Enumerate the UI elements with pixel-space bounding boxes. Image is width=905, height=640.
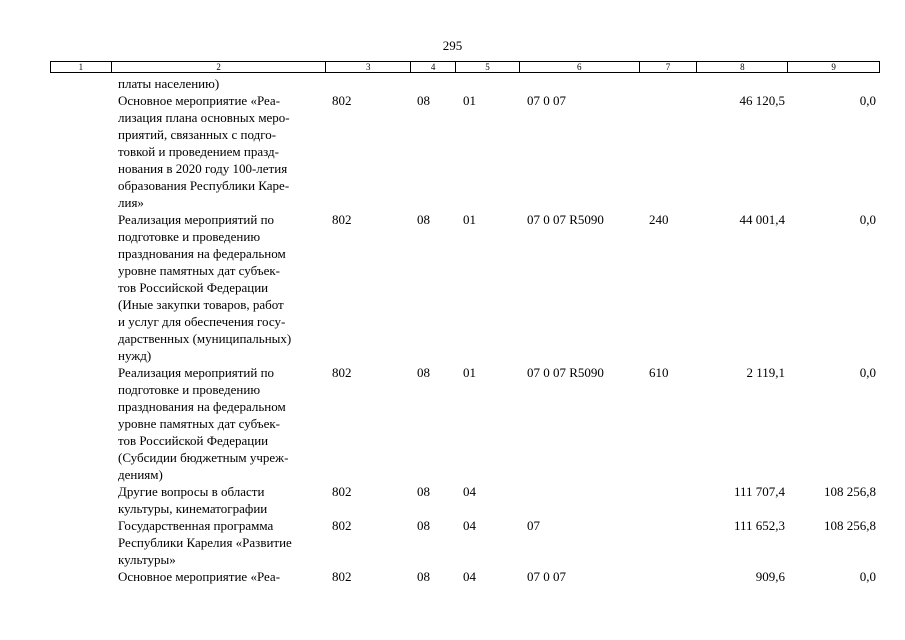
row-target-article: 07 0 07 [527, 93, 566, 108]
row-ministry-code: 802 [332, 484, 352, 499]
table-row [0, 75, 905, 92]
row-section: 08 [417, 484, 430, 499]
row-ministry-code: 802 [332, 212, 352, 227]
table-row [0, 517, 905, 568]
row-amount-1: 111 707,4 [733, 484, 785, 499]
table-row [0, 211, 905, 364]
row-name: Основное мероприятие «Реа- лизация плана основных меро- приятий, связанных с подго- товкой и проведением празд- нования в 2020 году 100-летия образования Республики Каре- лия» [118, 93, 290, 210]
header-col-2: 2 [112, 62, 326, 72]
header-col-4: 4 [411, 62, 456, 72]
row-section: 08 [417, 365, 430, 380]
row-target-article: 07 0 07 R5090 [527, 212, 604, 227]
table-body [0, 75, 905, 585]
row-amount-2: 108 256,8 [824, 484, 876, 499]
row-subsection: 04 [463, 518, 476, 533]
row-amount-1: 909,6 [755, 569, 785, 584]
row-amount-1: 44 001,4 [739, 212, 785, 227]
row-ministry-code: 802 [332, 518, 352, 533]
row-section: 08 [417, 518, 430, 533]
row-section: 08 [417, 212, 430, 227]
header-col-1: 1 [51, 62, 112, 72]
row-section: 08 [417, 569, 430, 584]
row-name: Реализация мероприятий по подготовке и проведению празднования на федеральном уровне памятных дат субъек- тов Российской Федерации (Иные закупки товаров, работ и услуг для обеспечения госу- дарственных (муниципальных) нужд) [118, 212, 292, 363]
row-section: 08 [417, 93, 430, 108]
row-ministry-code: 802 [332, 365, 352, 380]
row-subsection: 01 [463, 365, 476, 380]
row-amount-1: 111 652,3 [733, 518, 785, 533]
row-amount-2: 108 256,8 [824, 518, 876, 533]
table-row [0, 364, 905, 483]
header-col-7: 7 [640, 62, 698, 72]
row-amount-2: 0,0 [859, 569, 876, 584]
table-header [50, 61, 880, 73]
row-target-article: 07 0 07 R5090 [527, 365, 604, 380]
row-expense-type: 240 [649, 212, 669, 227]
header-col-6: 6 [520, 62, 640, 72]
row-name: Основное мероприятие «Реа- [118, 569, 281, 584]
row-target-article: 07 [527, 518, 540, 533]
row-name: Реализация мероприятий по подготовке и проведению празднования на федеральном уровне памятных дат субъек- тов Российской Федерации (Субсидии бюджетным учреж- дениям) [118, 365, 289, 482]
row-name: платы населению) [118, 76, 220, 91]
header-col-9: 9 [831, 62, 836, 72]
row-subsection: 04 [463, 569, 476, 584]
row-name: Государственная программа Республики Карелия «Развитие культуры» [118, 518, 292, 567]
row-ministry-code: 802 [332, 93, 352, 108]
row-subsection: 01 [463, 93, 476, 108]
row-expense-type: 610 [649, 365, 669, 380]
header-col-3: 3 [326, 62, 411, 72]
header-col-8: 8 [697, 62, 788, 72]
row-amount-2: 0,0 [859, 212, 876, 227]
table-row [0, 483, 905, 517]
row-subsection: 01 [463, 212, 476, 227]
row-name: Другие вопросы в области культуры, кинематографии [118, 484, 268, 516]
row-amount-2: 0,0 [859, 365, 876, 380]
table-row [0, 92, 905, 211]
header-col-5: 5 [456, 62, 520, 72]
page-number: 295 [442, 38, 463, 53]
row-amount-1: 2 119,1 [746, 365, 785, 380]
row-target-article: 07 0 07 [527, 569, 566, 584]
row-ministry-code: 802 [332, 569, 352, 584]
row-amount-2: 0,0 [859, 93, 876, 108]
row-amount-1: 46 120,5 [739, 93, 785, 108]
table-row [0, 568, 905, 585]
row-subsection: 04 [463, 484, 476, 499]
